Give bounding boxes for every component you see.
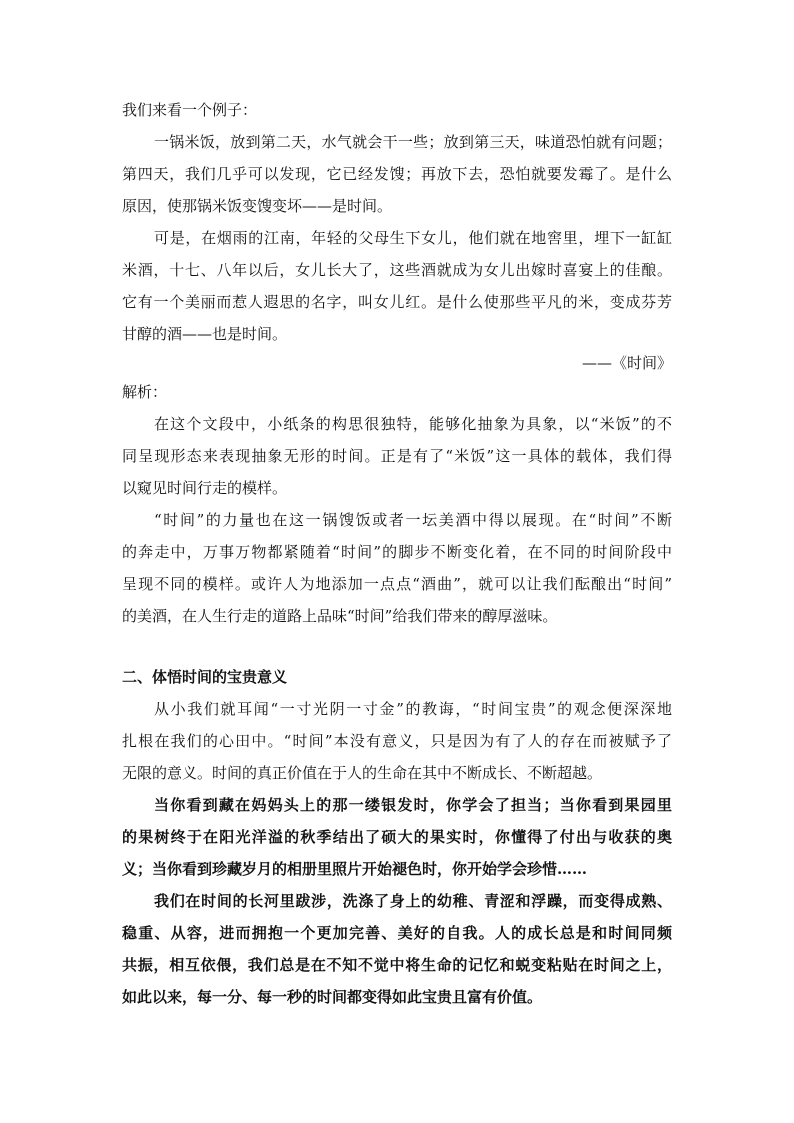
analysis-paragraph-1-line-3: 以窥见时间行走的模样。: [122, 479, 288, 497]
section-paragraph-3-line-3: 共振，相互依偎，我们总是在不知不觉中将生命的记忆和蜕变粘贴在时间之上，: [122, 956, 672, 974]
analysis-paragraph-2-line-4: 的美酒，在人生行走的道路上品味“时间”给我们带来的醇厚滋味。: [122, 607, 558, 625]
section-paragraph-2-line-1: 当你看到藏在妈妈头上的那一缕银发时，你学会了担当；当你看到果园里: [154, 796, 672, 814]
analysis-paragraph-2-line-3: 呈现不同的模样。或许人为地添加一点点“酒曲”，就可以让我们酝酿出“时间”: [122, 575, 672, 593]
section-paragraph-2-line-3: 义；当你看到珍藏岁月的相册里照片开始褪色时，你开始学会珍惜……: [122, 860, 588, 878]
section-paragraph-2-line-2: 的果树终于在阳光洋溢的秋季结出了硕大的果实时，你懂得了付出与收获的奥: [122, 828, 672, 846]
analysis-paragraph-1-line-1: 在这个文段中，小纸条的构思很独特，能够化抽象为具象，以“米饭”的不: [154, 415, 672, 433]
section-paragraph-1-line-3: 无限的意义。时间的真正价值在于人的生命在其中不断成长、不断超越。: [122, 764, 603, 782]
story-paragraph-1-line-1: 一锅米饭，放到第二天，水气就会干一些；放到第三天，味道恐怕就有问题；: [154, 133, 672, 151]
section-paragraph-3-line-2: 稳重、从容，进而拥抱一个更加完善、美好的自我。人的成长总是和时间同频: [122, 924, 672, 942]
story-source: ——《时间》: [581, 354, 672, 372]
story-paragraph-1-line-3: 原因，使那锅米饭变馊变坏——是时间。: [122, 197, 393, 215]
section-paragraph-1-line-2: 扎根在我们的心田中。“时间”本没有意义，只是因为有了人的存在而被赋予了: [122, 732, 672, 750]
story-paragraph-2-line-3: 它有一个美丽而惹人遐思的名字，叫女儿红。是什么使那些平凡的米，变成芬芳: [122, 293, 672, 311]
story-paragraph-2-line-2: 米酒，十七、八年以后，女儿长大了，这些酒就成为女儿出嫁时喜宴上的佳酿。: [122, 261, 672, 279]
analysis-label: 解析：: [122, 383, 168, 401]
analysis-paragraph-2-line-2: 的奔走中，万事万物都紧随着“时间”的脚步不断变化着，在不同的时间阶段中: [122, 543, 672, 561]
story-paragraph-1-line-2: 第四天，我们几乎可以发现，它已经发馊；再放下去，恐怕就要发霉了。是什么: [122, 165, 672, 183]
story-paragraph-2-line-4: 甘醇的酒——也是时间。: [122, 325, 288, 343]
example-intro: 我们来看一个例子：: [122, 101, 258, 119]
section-paragraph-3-line-1: 我们在时间的长河里跋涉，洗涤了身上的幼稚、青涩和浮躁，而变得成熟、: [154, 892, 672, 910]
story-paragraph-2-line-1: 可是，在烟雨的江南，年轻的父母生下女儿，他们就在地窖里，埋下一缸缸: [154, 229, 672, 247]
section-paragraph-3-line-4: 如此以来，每一分、每一秒的时间都变得如此宝贵且富有价值。: [122, 988, 543, 1006]
analysis-paragraph-1-line-2: 同呈现形态来表现抽象无形的时间。正是有了“米饭”这一具体的载体，我们得: [122, 447, 672, 465]
section-heading: 二、体悟时间的宝贵意义: [122, 668, 288, 686]
analysis-paragraph-2-line-1: “时间”的力量也在这一锅馊饭或者一坛美酒中得以展现。在“时间”不断: [154, 511, 672, 529]
section-paragraph-1-line-1: 从小我们就耳闻“一寸光阴一寸金”的教诲，“时间宝贵”的观念便深深地: [154, 700, 672, 718]
